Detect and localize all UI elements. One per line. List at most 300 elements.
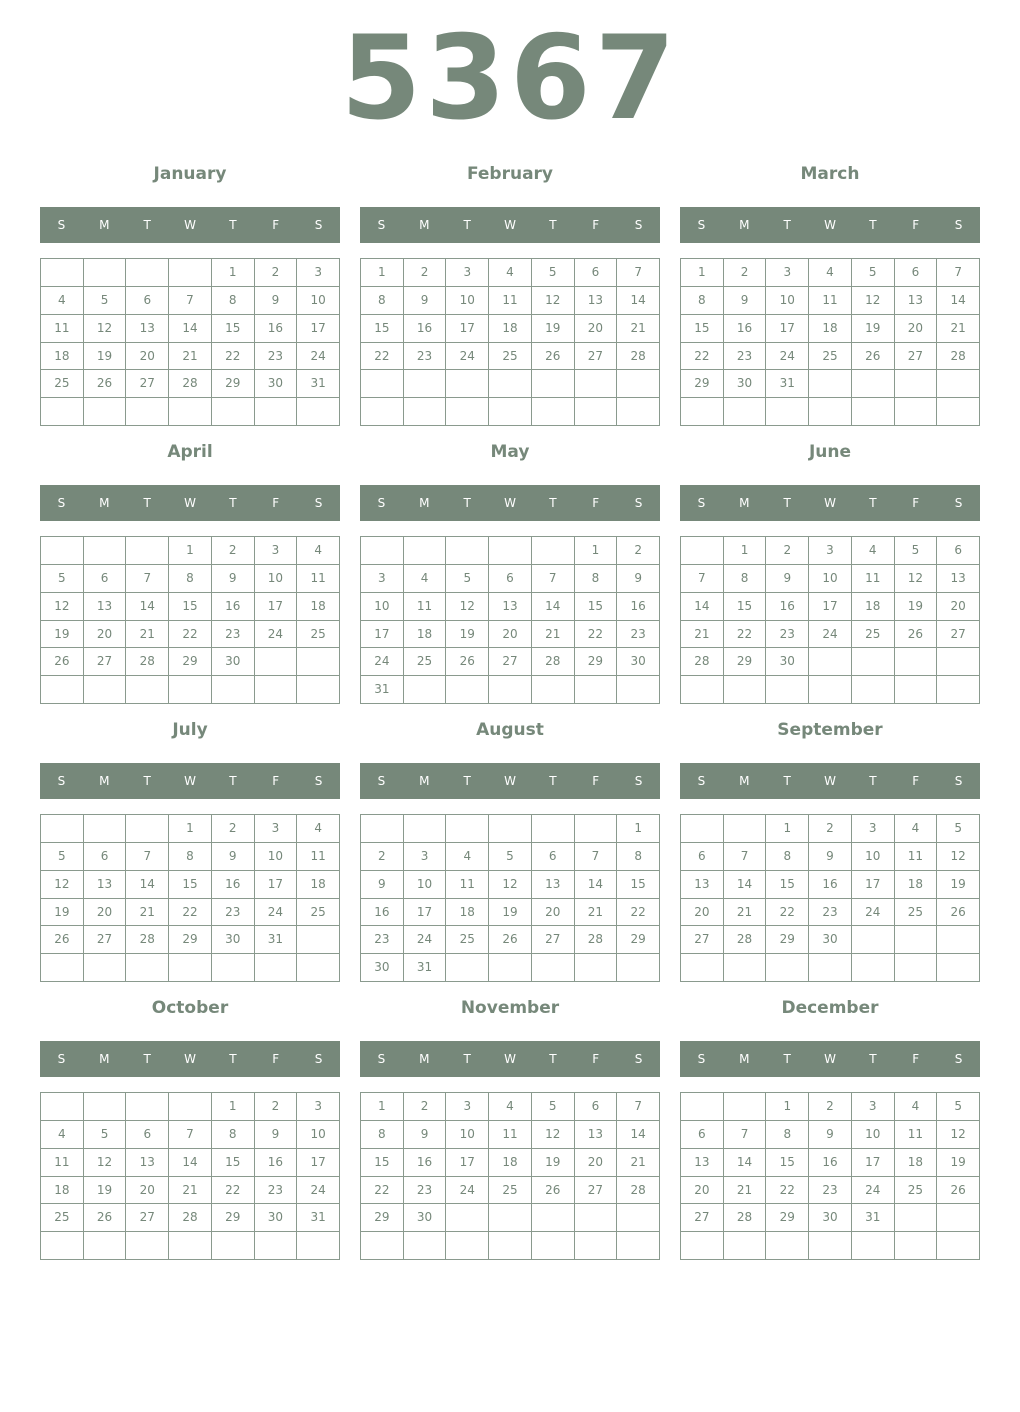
weekday-label: S (697, 1052, 706, 1066)
day-cell: 16 (809, 1149, 852, 1177)
day-cell: 15 (575, 593, 618, 621)
empty-cell (617, 1232, 660, 1260)
day-cell: 16 (361, 899, 404, 927)
day-cell: 27 (575, 1177, 618, 1205)
empty-cell (809, 648, 852, 676)
day-cell: 24 (255, 621, 298, 649)
day-cell: 8 (361, 287, 404, 315)
day-cell: 17 (766, 315, 809, 343)
day-cell: 4 (489, 259, 532, 287)
weekday-header (360, 207, 660, 243)
day-cell: 24 (809, 621, 852, 649)
empty-cell (681, 1232, 724, 1260)
weekday-header (40, 763, 340, 799)
day-cell: 9 (212, 843, 255, 871)
empty-cell (937, 370, 980, 398)
day-cell: 19 (84, 1177, 127, 1205)
empty-cell (404, 676, 447, 704)
day-cell: 29 (766, 926, 809, 954)
empty-cell (681, 676, 724, 704)
day-cell: 23 (809, 1177, 852, 1205)
day-cell: 7 (532, 565, 575, 593)
day-cell: 4 (809, 259, 852, 287)
weekday-label: F (592, 774, 600, 788)
empty-cell (489, 676, 532, 704)
empty-cell (404, 815, 447, 843)
day-cell: 12 (489, 871, 532, 899)
empty-cell (169, 954, 212, 982)
weekday-label: T (463, 1052, 471, 1066)
weekday-label: W (824, 1052, 836, 1066)
day-cell: 12 (937, 1121, 980, 1149)
day-cell: 20 (126, 343, 169, 371)
day-cell: 6 (681, 1121, 724, 1149)
day-cell: 21 (724, 1177, 767, 1205)
empty-cell (489, 954, 532, 982)
day-cell: 26 (895, 621, 938, 649)
weekday-label: W (184, 496, 196, 510)
day-cell: 4 (41, 287, 84, 315)
weekday-label: M (99, 218, 110, 232)
empty-cell (895, 1232, 938, 1260)
day-cell: 18 (852, 593, 895, 621)
day-cell: 19 (937, 871, 980, 899)
weekday-label: S (697, 774, 706, 788)
day-cell: 28 (681, 648, 724, 676)
day-cell: 14 (169, 1149, 212, 1177)
day-cell: 7 (169, 1121, 212, 1149)
empty-cell (895, 926, 938, 954)
day-cell: 2 (361, 843, 404, 871)
day-cell: 4 (895, 1093, 938, 1121)
day-cell: 16 (212, 593, 255, 621)
weekday-label: T (229, 496, 237, 510)
empty-cell (809, 1232, 852, 1260)
day-cell: 9 (404, 287, 447, 315)
day-cell: 23 (361, 926, 404, 954)
empty-cell (84, 259, 127, 287)
empty-cell (297, 1232, 340, 1260)
day-cell: 11 (852, 565, 895, 593)
day-cell: 24 (852, 1177, 895, 1205)
day-cell: 6 (937, 537, 980, 565)
day-cell: 19 (41, 899, 84, 927)
day-cell: 27 (681, 1204, 724, 1232)
empty-cell (212, 676, 255, 704)
day-cell: 5 (895, 537, 938, 565)
day-cell: 8 (575, 565, 618, 593)
weekday-label: W (824, 496, 836, 510)
day-cell: 27 (937, 621, 980, 649)
empty-cell (169, 398, 212, 426)
day-cell: 18 (404, 621, 447, 649)
day-cell: 12 (532, 287, 575, 315)
weekday-header (40, 1041, 340, 1077)
weekday-label: S (954, 496, 963, 510)
day-cell: 23 (766, 621, 809, 649)
day-cell: 16 (212, 871, 255, 899)
empty-cell (84, 954, 127, 982)
day-cell: 23 (809, 899, 852, 927)
day-cell: 8 (212, 287, 255, 315)
day-cell: 7 (724, 1121, 767, 1149)
month-name: November (460, 998, 560, 1018)
day-cell: 13 (681, 1149, 724, 1177)
day-cell: 25 (446, 926, 489, 954)
day-cell: 9 (255, 287, 298, 315)
day-cell: 21 (681, 621, 724, 649)
weekday-label: T (143, 218, 151, 232)
day-cell: 6 (489, 565, 532, 593)
empty-cell (446, 370, 489, 398)
day-cell: 9 (766, 565, 809, 593)
empty-cell (937, 1204, 980, 1232)
day-cell: 31 (361, 676, 404, 704)
day-cell: 18 (297, 871, 340, 899)
empty-cell (681, 954, 724, 982)
day-cell: 18 (895, 1149, 938, 1177)
empty-cell (575, 954, 618, 982)
empty-cell (41, 815, 84, 843)
empty-cell (532, 954, 575, 982)
day-cell: 10 (255, 843, 298, 871)
day-cell: 11 (41, 315, 84, 343)
day-cell: 15 (212, 1149, 255, 1177)
weekday-label: F (592, 1052, 600, 1066)
day-cell: 19 (532, 1149, 575, 1177)
empty-cell (212, 398, 255, 426)
day-cell: 25 (489, 343, 532, 371)
day-cell: 11 (404, 593, 447, 621)
day-cell: 7 (126, 565, 169, 593)
day-cell: 11 (809, 287, 852, 315)
day-cell: 7 (126, 843, 169, 871)
day-cell: 13 (937, 565, 980, 593)
day-cell: 5 (532, 1093, 575, 1121)
day-cell: 14 (617, 287, 660, 315)
weekday-label: T (783, 774, 791, 788)
empty-cell (169, 676, 212, 704)
empty-cell (532, 1204, 575, 1232)
empty-cell (532, 815, 575, 843)
day-cell: 21 (169, 343, 212, 371)
day-cell: 4 (297, 815, 340, 843)
empty-cell (681, 398, 724, 426)
empty-cell (446, 1204, 489, 1232)
weekday-header (680, 485, 980, 521)
empty-cell (255, 1232, 298, 1260)
day-cell: 25 (489, 1177, 532, 1205)
empty-cell (446, 954, 489, 982)
month-name: July (172, 720, 208, 740)
day-cell: 17 (446, 315, 489, 343)
day-cell: 14 (724, 871, 767, 899)
day-cell: 28 (169, 370, 212, 398)
weekday-label: M (419, 1052, 430, 1066)
weekday-label: S (57, 1052, 66, 1066)
day-cell: 30 (617, 648, 660, 676)
day-cell: 1 (169, 537, 212, 565)
empty-cell (404, 370, 447, 398)
empty-cell (937, 954, 980, 982)
day-cell: 13 (575, 1121, 618, 1149)
day-cell: 12 (84, 1149, 127, 1177)
day-cell: 18 (489, 1149, 532, 1177)
empty-cell (895, 398, 938, 426)
day-grid (680, 1092, 980, 1260)
month-name: June (808, 442, 852, 462)
day-cell: 4 (446, 843, 489, 871)
day-cell: 17 (297, 1149, 340, 1177)
empty-cell (681, 815, 724, 843)
day-cell: 18 (489, 315, 532, 343)
day-cell: 5 (41, 843, 84, 871)
day-cell: 14 (681, 593, 724, 621)
day-cell: 8 (169, 843, 212, 871)
day-cell: 1 (766, 1093, 809, 1121)
month-name: May (490, 442, 530, 462)
day-cell: 18 (809, 315, 852, 343)
day-cell: 22 (766, 899, 809, 927)
day-cell: 19 (532, 315, 575, 343)
day-cell: 25 (404, 648, 447, 676)
weekday-header (40, 207, 340, 243)
empty-cell (532, 370, 575, 398)
day-cell: 16 (724, 315, 767, 343)
day-cell: 25 (852, 621, 895, 649)
day-cell: 8 (361, 1121, 404, 1149)
empty-cell (41, 537, 84, 565)
empty-cell (575, 815, 618, 843)
empty-cell (809, 954, 852, 982)
day-cell: 14 (126, 593, 169, 621)
day-cell: 3 (404, 843, 447, 871)
day-cell: 4 (41, 1121, 84, 1149)
day-cell: 30 (361, 954, 404, 982)
day-cell: 8 (212, 1121, 255, 1149)
day-cell: 30 (809, 926, 852, 954)
day-cell: 6 (575, 1093, 618, 1121)
day-cell: 11 (41, 1149, 84, 1177)
day-cell: 28 (937, 343, 980, 371)
day-cell: 29 (766, 1204, 809, 1232)
day-cell: 23 (617, 621, 660, 649)
day-cell: 23 (255, 1177, 298, 1205)
weekday-header (40, 485, 340, 521)
day-cell: 15 (361, 315, 404, 343)
day-cell: 17 (809, 593, 852, 621)
empty-cell (126, 259, 169, 287)
weekday-label: S (954, 218, 963, 232)
day-cell: 15 (361, 1149, 404, 1177)
day-cell: 26 (41, 648, 84, 676)
day-cell: 22 (361, 343, 404, 371)
day-cell: 30 (212, 926, 255, 954)
empty-cell (212, 954, 255, 982)
day-grid (360, 258, 660, 426)
day-cell: 12 (937, 843, 980, 871)
day-cell: 11 (895, 843, 938, 871)
empty-cell (41, 954, 84, 982)
day-cell: 11 (297, 565, 340, 593)
empty-cell (681, 537, 724, 565)
weekday-label: S (697, 496, 706, 510)
day-cell: 9 (617, 565, 660, 593)
day-cell: 26 (532, 343, 575, 371)
day-cell: 17 (446, 1149, 489, 1177)
day-cell: 12 (41, 871, 84, 899)
day-cell: 1 (361, 259, 404, 287)
weekday-label: T (143, 1052, 151, 1066)
empty-cell (852, 954, 895, 982)
day-cell: 28 (575, 926, 618, 954)
weekday-label: F (912, 218, 920, 232)
empty-cell (937, 1232, 980, 1260)
weekday-label: F (912, 496, 920, 510)
day-cell: 11 (297, 843, 340, 871)
day-cell: 1 (681, 259, 724, 287)
empty-cell (724, 1093, 767, 1121)
empty-cell (41, 676, 84, 704)
day-cell: 20 (84, 621, 127, 649)
empty-cell (937, 926, 980, 954)
day-cell: 3 (297, 259, 340, 287)
empty-cell (852, 676, 895, 704)
empty-cell (575, 1232, 618, 1260)
day-cell: 8 (681, 287, 724, 315)
empty-cell (809, 398, 852, 426)
day-cell: 10 (852, 1121, 895, 1149)
day-grid (360, 536, 660, 704)
day-cell: 5 (489, 843, 532, 871)
day-cell: 3 (255, 537, 298, 565)
weekday-label: T (869, 774, 877, 788)
day-cell: 23 (255, 343, 298, 371)
day-grid (40, 1092, 340, 1260)
day-cell: 8 (724, 565, 767, 593)
empty-cell (895, 954, 938, 982)
day-cell: 2 (404, 259, 447, 287)
day-cell: 12 (84, 315, 127, 343)
day-cell: 30 (809, 1204, 852, 1232)
weekday-label: F (272, 496, 280, 510)
day-cell: 28 (126, 648, 169, 676)
weekday-header (360, 763, 660, 799)
day-cell: 7 (681, 565, 724, 593)
day-cell: 13 (126, 315, 169, 343)
day-cell: 26 (532, 1177, 575, 1205)
day-cell: 29 (361, 1204, 404, 1232)
day-cell: 9 (809, 1121, 852, 1149)
day-cell: 2 (212, 815, 255, 843)
day-cell: 5 (937, 815, 980, 843)
day-cell: 6 (575, 259, 618, 287)
day-cell: 20 (681, 1177, 724, 1205)
day-cell: 5 (446, 565, 489, 593)
weekday-label: M (419, 218, 430, 232)
empty-cell (617, 370, 660, 398)
day-cell: 21 (169, 1177, 212, 1205)
day-cell: 5 (41, 565, 84, 593)
day-cell: 1 (766, 815, 809, 843)
day-cell: 17 (255, 871, 298, 899)
day-cell: 11 (446, 871, 489, 899)
day-cell: 7 (937, 259, 980, 287)
empty-cell (255, 648, 298, 676)
day-cell: 16 (404, 1149, 447, 1177)
day-cell: 19 (852, 315, 895, 343)
empty-cell (575, 1204, 618, 1232)
day-cell: 17 (404, 899, 447, 927)
day-cell: 28 (532, 648, 575, 676)
day-cell: 11 (895, 1121, 938, 1149)
day-cell: 16 (255, 315, 298, 343)
day-cell: 23 (212, 621, 255, 649)
day-cell: 18 (446, 899, 489, 927)
day-cell: 5 (84, 287, 127, 315)
day-cell: 29 (681, 370, 724, 398)
empty-cell (446, 398, 489, 426)
day-cell: 21 (724, 899, 767, 927)
empty-cell (489, 537, 532, 565)
day-cell: 26 (852, 343, 895, 371)
empty-cell (852, 370, 895, 398)
empty-cell (766, 676, 809, 704)
day-cell: 30 (404, 1204, 447, 1232)
weekday-label: S (377, 1052, 386, 1066)
empty-cell (404, 1232, 447, 1260)
day-cell: 14 (126, 871, 169, 899)
weekday-label: T (869, 218, 877, 232)
day-cell: 7 (617, 259, 660, 287)
day-cell: 31 (766, 370, 809, 398)
weekday-label: T (229, 774, 237, 788)
day-cell: 5 (852, 259, 895, 287)
day-cell: 22 (766, 1177, 809, 1205)
day-cell: 29 (724, 648, 767, 676)
day-cell: 17 (852, 1149, 895, 1177)
empty-cell (617, 954, 660, 982)
day-cell: 30 (724, 370, 767, 398)
day-cell: 21 (126, 899, 169, 927)
empty-cell (617, 398, 660, 426)
day-cell: 2 (617, 537, 660, 565)
day-cell: 13 (575, 287, 618, 315)
month-name: August (476, 720, 544, 740)
day-cell: 22 (361, 1177, 404, 1205)
day-cell: 2 (809, 815, 852, 843)
day-cell: 3 (446, 1093, 489, 1121)
weekday-label: S (634, 218, 643, 232)
day-cell: 3 (852, 815, 895, 843)
weekday-label: T (549, 774, 557, 788)
day-grid (40, 536, 340, 704)
weekday-label: S (634, 1052, 643, 1066)
day-cell: 14 (937, 287, 980, 315)
day-cell: 4 (895, 815, 938, 843)
day-cell: 15 (766, 1149, 809, 1177)
empty-cell (84, 537, 127, 565)
day-cell: 15 (169, 593, 212, 621)
empty-cell (852, 648, 895, 676)
empty-cell (169, 1093, 212, 1121)
empty-cell (766, 398, 809, 426)
day-cell: 7 (617, 1093, 660, 1121)
day-cell: 18 (895, 871, 938, 899)
day-cell: 21 (617, 315, 660, 343)
weekday-label: W (824, 218, 836, 232)
day-cell: 13 (532, 871, 575, 899)
